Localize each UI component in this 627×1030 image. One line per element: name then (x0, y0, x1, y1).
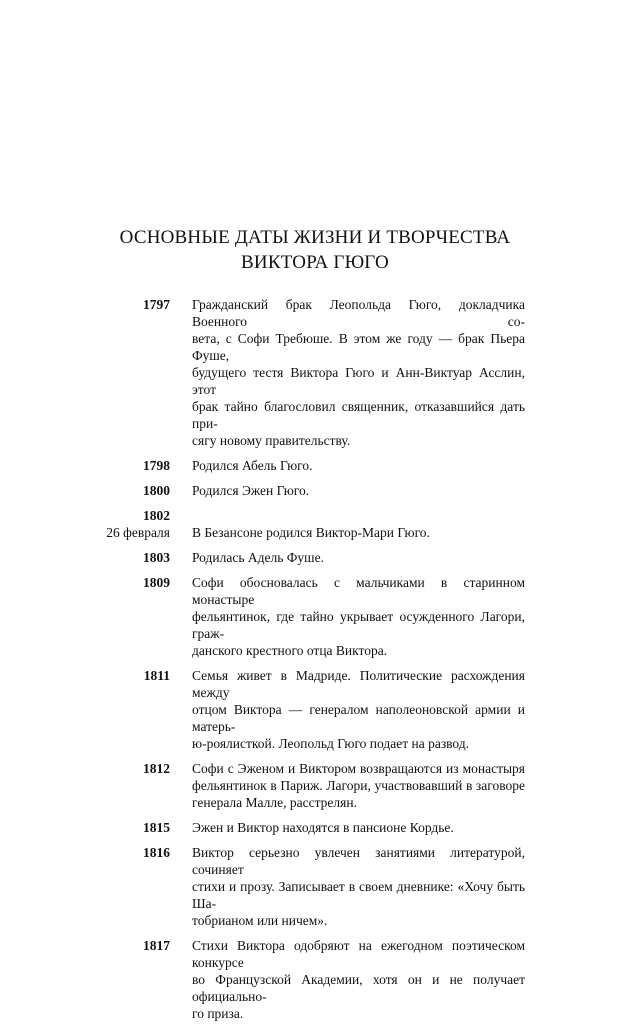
entry-text (192, 507, 525, 524)
entry-year: 1797 (143, 297, 170, 312)
entry-text (192, 937, 525, 1022)
timeline-entry (90, 507, 560, 524)
entry-year: 1816 (143, 845, 170, 860)
text-line: генерала Малле, расстрелян. (192, 795, 357, 810)
timeline-entry (90, 819, 560, 836)
entry-year: 1803 (143, 550, 170, 565)
entry-year: 1800 (143, 483, 170, 498)
timeline-entry (90, 760, 560, 811)
page-title (80, 225, 550, 275)
timeline-entry (90, 937, 560, 1022)
timeline-entry (90, 667, 560, 752)
text-line: вета, с Софи Требюше. В этом же году — брак Пьера Фуше, (192, 331, 525, 363)
timeline (90, 296, 560, 1030)
text-line: брак тайно благословил священник, отказавшийся дать при- (192, 399, 525, 431)
text-line: данского крестного отца Виктора. (192, 643, 388, 658)
text-line: Эжен и Виктор находятся в пансионе Кордье. (192, 820, 454, 835)
timeline-entry (90, 482, 560, 499)
entry-text (192, 844, 525, 929)
entry-text (192, 819, 525, 836)
entry-text (192, 482, 525, 499)
entry-date: 26 февраля (106, 525, 170, 540)
text-line: Семья живет в Мадриде. Политические расхождения между (192, 668, 525, 700)
text-line: Софи обосновалась с мальчиками в старинном монастыре (192, 575, 525, 607)
title-line-2: ВИКТОРА ГЮГО (241, 252, 389, 273)
text-line: стихи и прозу. Записывает в своем дневнике: «Хочу быть Ша- (192, 879, 525, 911)
entry-year: 1798 (143, 458, 170, 473)
text-line: го приза. (192, 1006, 244, 1021)
title-line-1: ОСНОВНЫЕ ДАТЫ ЖИЗНИ И ТВОРЧЕСТВА (119, 227, 511, 248)
entry-year: 1809 (143, 575, 170, 590)
text-line: ю-роялисткой. Леопольд Гюго подает на развод. (192, 736, 470, 751)
text-line: Софи с Эженом и Виктором возвращаются из монастыря (192, 761, 525, 776)
text-line: во Французской Академии, хотя он и не получает официально- (192, 972, 525, 1004)
text-line: Родился Эжен Гюго. (192, 483, 310, 498)
entry-year: 1817 (143, 938, 170, 953)
timeline-entry (90, 296, 560, 449)
timeline-entry (90, 524, 560, 541)
text-line: Родился Абель Гюго. (192, 458, 313, 473)
text-line: фельянтинок в Париж. Лагори, участвовавший в заговоре (192, 778, 525, 793)
timeline-entry (90, 457, 560, 474)
entry-text (192, 574, 525, 659)
entry-year: 1812 (143, 761, 170, 776)
text-line: Виктор серьезно увлечен занятиями литературой, сочиняет (192, 845, 525, 877)
text-line: сягу новому правительству. (192, 433, 351, 448)
text-line: тобрианом или ничем». (192, 913, 328, 928)
text-line: Гражданский брак Леопольда Гюго, докладчика Военного со- (192, 297, 525, 329)
entry-text (192, 524, 525, 541)
timeline-entry (90, 574, 560, 659)
entry-year: 1811 (143, 668, 170, 683)
entry-year: 1815 (143, 820, 170, 835)
entry-text (192, 760, 525, 811)
text-line: Родилась Адель Фуше. (192, 550, 324, 565)
entry-text (192, 457, 525, 474)
text-line: отцом Виктора — генералом наполеоновской армии и матерь- (192, 702, 525, 734)
timeline-entry (90, 549, 560, 566)
entry-text (192, 667, 525, 752)
text-line: фельянтинок, где тайно укрывает осужденного Лагори, граж- (192, 609, 525, 641)
text-line: В Безансоне родился Виктор-Мари Гюго. (192, 525, 430, 540)
entry-text (192, 296, 525, 449)
timeline-entry (90, 844, 560, 929)
entry-text (192, 549, 525, 566)
entry-year: 1802 (143, 508, 170, 523)
text-line: будущего тестя Виктора Гюго и Анн-Виктуар Асслин, этот (192, 365, 525, 397)
text-line: Стихи Виктора одобряют на ежегодном поэтическом конкурсе (192, 938, 525, 970)
